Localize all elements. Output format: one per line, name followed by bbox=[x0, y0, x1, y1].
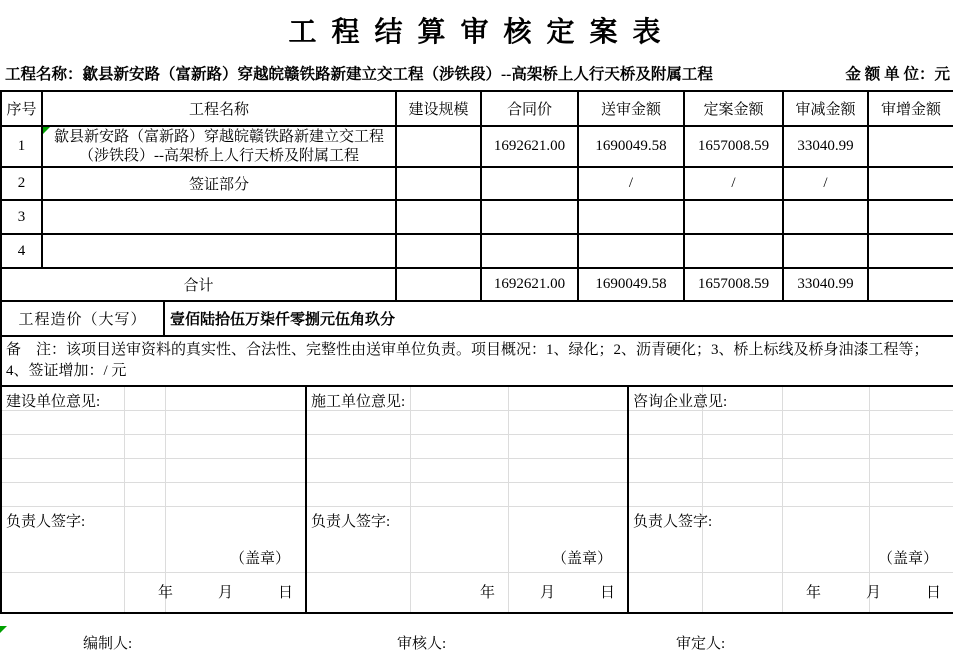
project-name-line: 工程名称：歙县新安路（富新路）穿越皖赣铁路新建立交工程（涉铁段）--高架桥上人行天桥及附属工程 bbox=[5, 66, 713, 83]
project-info-line bbox=[5, 62, 950, 84]
total-label: 合计 bbox=[1, 268, 396, 301]
table-row-1 bbox=[1, 126, 953, 167]
cell-total-reduced-amount[interactable]: 33040.99 bbox=[783, 268, 868, 301]
construction-unit-seal-label: （盖章） bbox=[229, 551, 290, 567]
opinion-cell-contractor-unit[interactable] bbox=[306, 386, 628, 613]
opinions-section bbox=[0, 385, 953, 614]
cell-row3-finalized-amount[interactable] bbox=[684, 200, 783, 234]
cell-row3-contract-price[interactable] bbox=[481, 200, 578, 234]
cell-row1-contract-price[interactable]: 1692621.00 bbox=[481, 126, 578, 167]
col-header-project-name: 工程名称 bbox=[42, 91, 396, 126]
consulting-firm-opinion-label: 咨询企业意见: bbox=[633, 394, 728, 410]
cell-row1-submitted-amount[interactable]: 1690049.58 bbox=[578, 126, 684, 167]
cell-row4-reduced-amount[interactable] bbox=[783, 234, 868, 268]
cell-row2-no[interactable]: 2 bbox=[1, 167, 42, 200]
construction-unit-opinion-label: 建设单位意见: bbox=[6, 394, 101, 410]
contractor-unit-sign-label: 负责人签字: bbox=[311, 514, 391, 530]
settlement-table bbox=[0, 90, 953, 302]
opinion-cell-consulting-firm[interactable] bbox=[628, 386, 953, 613]
amount-unit-label: 金 额 单 位：元 bbox=[845, 66, 950, 83]
cell-row4-submitted-amount[interactable] bbox=[578, 234, 684, 268]
consulting-firm-seal-label: （盖章） bbox=[877, 551, 938, 567]
consulting-firm-sign-label: 负责人签字: bbox=[633, 514, 713, 530]
cell-row2-contract-price[interactable] bbox=[481, 167, 578, 200]
contractor-unit-opinion-label: 施工单位意见: bbox=[311, 394, 406, 410]
construction-unit-date-label: 年 月 日 bbox=[157, 585, 293, 601]
cell-row1-no[interactable]: 1 bbox=[1, 126, 42, 167]
cell-row1-scale[interactable] bbox=[396, 126, 481, 167]
reviewer-label: 审核人: bbox=[397, 636, 447, 652]
cell-total-finalized-amount[interactable]: 1657008.59 bbox=[684, 268, 783, 301]
cell-row2-reduced-amount[interactable]: / bbox=[783, 167, 868, 200]
cell-row2-submitted-amount[interactable]: / bbox=[578, 167, 684, 200]
cell-row3-increased-amount[interactable] bbox=[868, 200, 953, 234]
cell-row3-reduced-amount[interactable] bbox=[783, 200, 868, 234]
col-header-reduced-amount: 审减金额 bbox=[783, 91, 868, 126]
total-row bbox=[1, 268, 953, 301]
cell-row4-scale[interactable] bbox=[396, 234, 481, 268]
cell-row4-no[interactable]: 4 bbox=[1, 234, 42, 268]
contractor-unit-seal-label: （盖章） bbox=[551, 551, 612, 567]
cell-row3-scale[interactable] bbox=[396, 200, 481, 234]
construction-unit-sign-label: 负责人签字: bbox=[6, 514, 86, 530]
cell-row1-increased-amount[interactable] bbox=[868, 126, 953, 167]
cell-row3-no[interactable]: 3 bbox=[1, 200, 42, 234]
table-row-4 bbox=[1, 234, 953, 268]
cell-row4-finalized-amount[interactable] bbox=[684, 234, 783, 268]
approver-label: 审定人: bbox=[676, 636, 726, 652]
preparer-label: 编制人: bbox=[83, 636, 133, 652]
page-title: 工 程 结 算 审 核 定 案 表 bbox=[288, 17, 665, 48]
cell-total-increased-amount[interactable] bbox=[868, 268, 953, 301]
col-header-contract-price: 合同价 bbox=[481, 91, 578, 126]
cell-row1-project-name[interactable] bbox=[42, 126, 396, 167]
cell-row1-reduced-amount[interactable]: 33040.99 bbox=[783, 126, 868, 167]
col-header-scale: 建设规模 bbox=[396, 91, 481, 126]
cell-total-contract-price[interactable]: 1692621.00 bbox=[481, 268, 578, 301]
contractor-unit-date-label: 年 月 日 bbox=[479, 585, 615, 601]
amount-in-words-label: 工程造价（大写） bbox=[1, 301, 164, 336]
cell-row4-contract-price[interactable] bbox=[481, 234, 578, 268]
amount-in-words-value[interactable]: 壹佰陆拾伍万柒仟零捌元伍角玖分 bbox=[164, 301, 953, 336]
form-table-area bbox=[0, 90, 953, 614]
cell-row3-submitted-amount[interactable] bbox=[578, 200, 684, 234]
cell-row2-scale[interactable] bbox=[396, 167, 481, 200]
cell-row1-finalized-amount[interactable]: 1657008.59 bbox=[684, 126, 783, 167]
table-row-2 bbox=[1, 167, 953, 200]
col-header-no: 序号 bbox=[1, 91, 42, 126]
cell-total-scale[interactable] bbox=[396, 268, 481, 301]
consulting-firm-date-label: 年 月 日 bbox=[805, 585, 941, 601]
cell-row1-project-name-text: 歙县新安路（富新路）穿越皖赣铁路新建立交工程（涉铁段）--高架桥上人行天桥及附属工程 bbox=[53, 128, 384, 164]
remark-text: 备 注：该项目送审资料的真实性、合法性、完整性由送审单位负责。项目概况：1、绿化；2、沥青硬化；3、桥上标线及桥身油漆工程等；4、签证增加：/ 元 bbox=[1, 336, 953, 386]
cell-corner-flag-icon bbox=[0, 626, 7, 633]
cell-total-submitted-amount[interactable]: 1690049.58 bbox=[578, 268, 684, 301]
footer-row bbox=[0, 626, 953, 653]
col-header-finalized-amount: 定案金额 bbox=[684, 91, 783, 126]
cell-row2-increased-amount[interactable] bbox=[868, 167, 953, 200]
cell-row4-project-name[interactable] bbox=[42, 234, 396, 268]
cell-row2-finalized-amount[interactable]: / bbox=[684, 167, 783, 200]
cell-row2-project-name[interactable]: 签证部分 bbox=[42, 167, 396, 200]
amount-in-words-row bbox=[0, 300, 953, 337]
table-row-3 bbox=[1, 200, 953, 234]
col-header-increased-amount: 审增金额 bbox=[868, 91, 953, 126]
table-header-row bbox=[1, 91, 953, 126]
col-header-submitted-amount: 送审金额 bbox=[578, 91, 684, 126]
cell-row4-increased-amount[interactable] bbox=[868, 234, 953, 268]
opinion-cell-construction-unit[interactable] bbox=[1, 386, 306, 613]
cell-row3-project-name[interactable] bbox=[42, 200, 396, 234]
cell-corner-flag-icon bbox=[43, 127, 50, 134]
remark-row bbox=[0, 335, 953, 387]
